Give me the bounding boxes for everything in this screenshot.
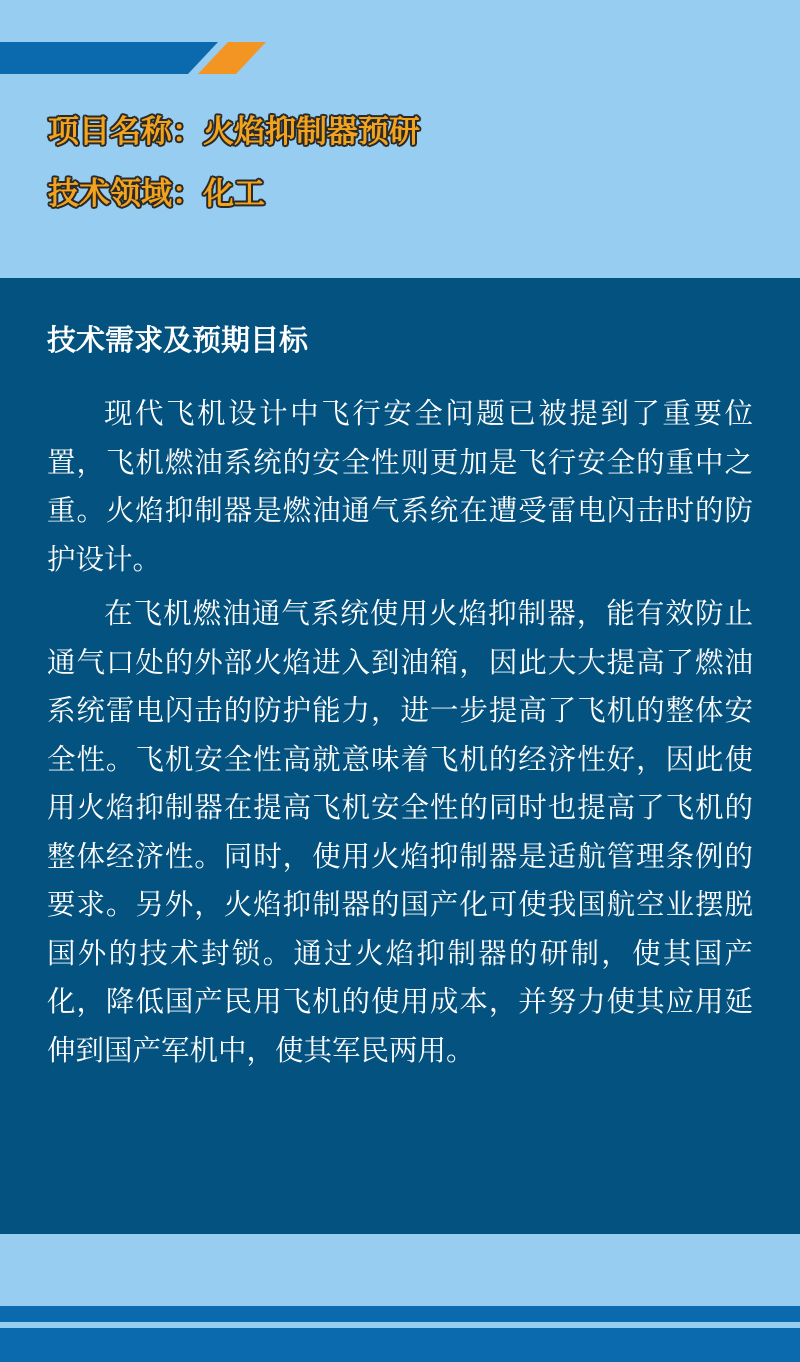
footer-light-band bbox=[0, 1234, 800, 1306]
project-name: 项目名称：火焰抑制器预研 bbox=[48, 114, 420, 150]
paragraph-2: 在飞机燃油通气系统使用火焰抑制器，能有效防止通气口处的外部火焰进入到油箱，因此大大提高了燃油系统雷电闪击的防护能力，进一步提高了飞机的整体安全性。飞机安全性高就意味着飞机的经济性好，因此使用火焰抑制器在提高飞机安全性的同时也提高了飞机的整体经济性。同时，使用火焰抑制器是适航管理条例的要求。另外，火焰抑制器的国产化可使我国航空业摆脱国外的技术封锁。通过火焰抑制器的研制，使其国产化，降低国产民用飞机的使用成本，并努力使其应用延伸到国产军机中，使其军民两用。 bbox=[47, 597, 753, 1067]
paragraph-1: 现代飞机设计中飞行安全问题已被提到了重要位置，飞机燃油系统的安全性则更加是飞行安全的重中之重。火焰抑制器是燃油通气系统在遭受雷电闪击时的防护设计。 bbox=[47, 397, 753, 576]
accent-blue-bar bbox=[0, 42, 218, 74]
footer-stripe bbox=[0, 1306, 800, 1322]
section-title: 技术需求及预期目标 bbox=[47, 323, 309, 357]
body-text bbox=[47, 390, 753, 1081]
footer-bar bbox=[0, 1328, 800, 1362]
tech-field: 技术领域：化工 bbox=[48, 176, 265, 212]
header-accent-stripe bbox=[0, 40, 270, 76]
